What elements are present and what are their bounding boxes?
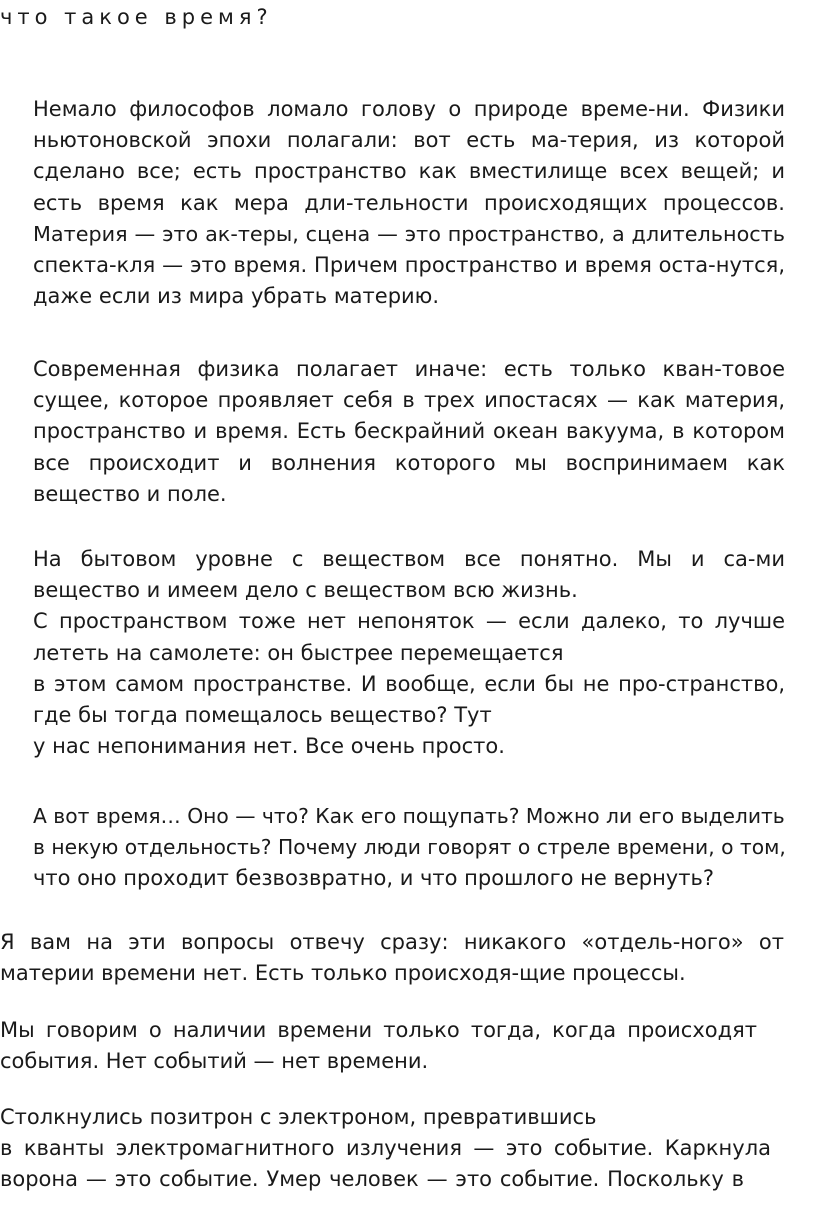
paragraph-modern-physics: [33, 354, 785, 510]
text-line: пространство и время. Есть бескрайний океан вакуума, в котором: [33, 419, 785, 444]
text-line: ворона — это событие. Умер человек — это событие. Поскольку в: [0, 1167, 744, 1192]
text-line: сделано все; есть пространство как вместилище всех вещей; и: [33, 159, 785, 184]
text-line: вещество и имеем дело с веществом всю жизнь.: [33, 578, 578, 603]
text-line: события. Нет событий — нет времени.: [0, 1049, 429, 1074]
text-line: вещество и поле.: [33, 481, 227, 506]
text-line: Мы говорим о наличии времени только тогда, когда происходят: [0, 1018, 757, 1042]
text-line: материи времени нет. Есть только происходя-щие процессы.: [0, 961, 686, 986]
paragraph-answer: [0, 927, 784, 989]
text-line: где бы тогда помещалось вещество? Тут: [33, 702, 492, 727]
text-line: все происходит и волнения которого мы воспринимаем как: [33, 450, 785, 475]
text-line: в этом самом пространстве. И вообще, если бы не про-странство,: [33, 671, 785, 696]
text-line: у нас непонимания нет. Все очень просто.: [33, 734, 505, 759]
text-line: что оно проходит безвозвратно, и что прошлого не вернуть?: [33, 866, 714, 891]
paragraph-events: [0, 1015, 784, 1077]
text-line: даже если из мира убрать материю.: [33, 284, 440, 309]
text-line: На бытовом уровне с веществом все понятно. Мы и са-ми: [33, 547, 785, 571]
text-line: Столкнулись позитрон с электроном, превратившись: [0, 1105, 597, 1129]
paragraph-what-is-time: [33, 801, 785, 895]
text-line: Немало философов ломало голову о природе време-ни. Физики: [33, 97, 785, 121]
text-line: Современная физика полагает иначе: есть только кван-товое: [33, 357, 785, 381]
paragraph-collisions: [0, 1102, 784, 1196]
text-line: ньютоновской эпохи полагали: вот есть ма-терия, из которой: [33, 128, 785, 153]
text-line: А вот время… Оно — что? Как его пощупать? Можно ли его выделить: [33, 804, 785, 828]
text-line: С пространством тоже нет непоняток — если далеко, то лучше: [33, 609, 785, 634]
text-line: есть время как мера дли-тельности происходящих процессов.: [33, 190, 785, 215]
page-title: что такое время?: [0, 5, 273, 29]
paragraph-philosophers: [33, 94, 785, 312]
paragraph-everyday-level: [33, 544, 785, 762]
text-line: сущее, которое проявляет себя в трех ипостасях — как материя,: [33, 388, 785, 413]
text-line: Материя — это ак-теры, сцена — это пространство, а длительность: [33, 221, 785, 246]
text-line: спекта-кля — это время. Причем пространство и время оста-нутся,: [33, 252, 785, 277]
text-line: лететь на самолете: он быстрее перемещается: [33, 640, 564, 665]
text-line: в кванты электромагнитного излучения — это событие. Каркнула: [0, 1136, 771, 1161]
text-line: Я вам на эти вопросы отвечу сразу: никакого «отдель-ного» от: [0, 930, 784, 954]
text-line: в некую отдельность? Почему люди говорят о стреле времени, о том,: [33, 835, 786, 860]
